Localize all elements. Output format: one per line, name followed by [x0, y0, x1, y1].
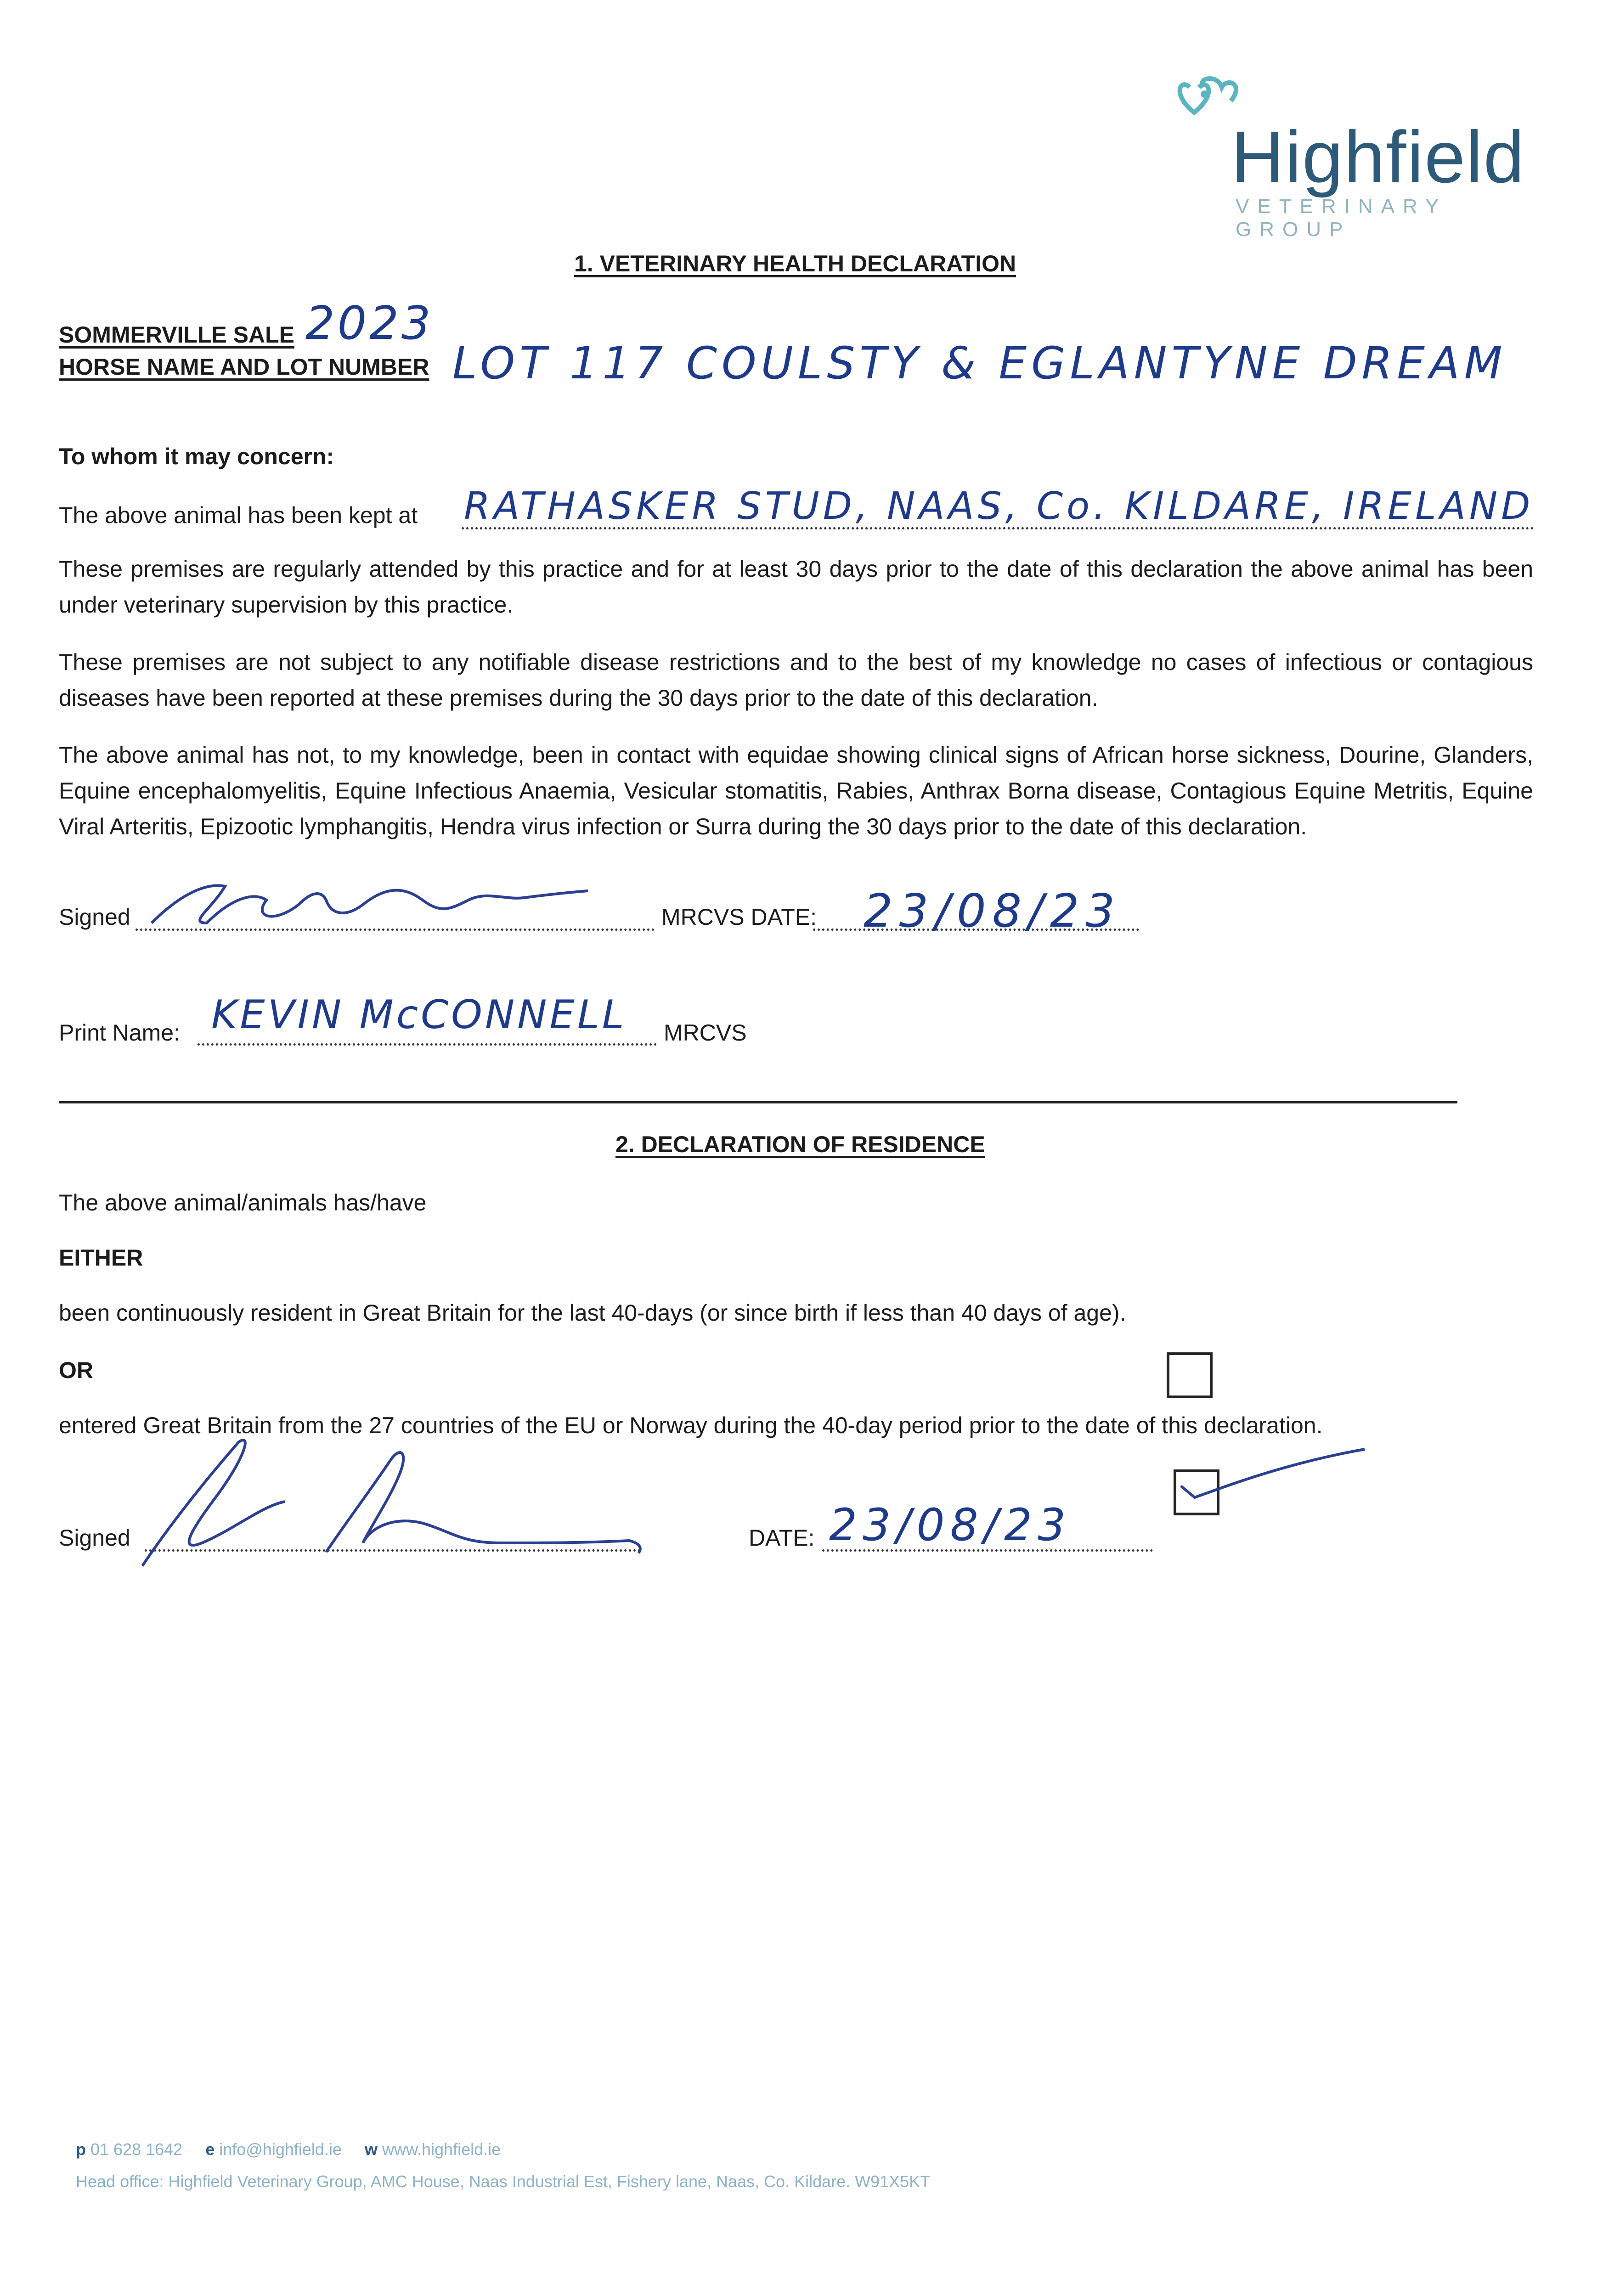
footer-phone-key: p: [76, 2140, 86, 2159]
section-divider: [59, 1101, 1457, 1103]
paragraph-restrictions: These premises are not subject to any notifiable disease restrictions and to the best of my knowledge no cases of infectious or contagious diseases have been reported at these premises during the 30 days prior to the date of this declaration.: [59, 649, 1533, 711]
highfield-logo: [1176, 73, 1534, 241]
date-label-2: DATE:: [749, 1525, 815, 1551]
print-name-line: [198, 1043, 657, 1046]
horse-label: HORSE NAME AND LOT NUMBER: [59, 354, 429, 380]
print-name-suffix: MRCVS: [664, 1020, 747, 1046]
sale-value-handwritten: 2023: [305, 296, 434, 350]
footer-contact: [76, 2140, 501, 2159]
residence-intro: The above animal/animals has/have: [59, 1190, 427, 1216]
sale-label: SOMMERVILLE SALE: [59, 322, 295, 348]
option-entered-text: entered Great Britain from the 27 countries of the EU or Norway during the 40-day period prior to the date of this declaration.: [59, 1412, 1323, 1438]
section1-title: 1. VETERINARY HEALTH DECLARATION: [574, 251, 1016, 276]
kept-at-value-handwritten: RATHASKER STUD, NAAS, Co. KILDARE, IRELAND: [464, 484, 1534, 528]
footer-office-key: Head office:: [76, 2172, 164, 2191]
footer-office: [76, 2172, 930, 2191]
either-label: EITHER: [59, 1245, 143, 1271]
footer-email-key: e: [205, 2140, 215, 2159]
option-entered-checkbox[interactable]: [1174, 1469, 1219, 1515]
print-name-handwritten: KEVIN McCONNELL: [211, 992, 627, 1038]
logo-subtitle: VETERINARY GROUP: [1236, 195, 1447, 241]
footer-office-address: Highfield Veterinary Group, AMC House, Naas Industrial Est, Fishery lane, Naas, Co. Kildare. W91X5KT: [168, 2172, 931, 2191]
signed-label-2: Signed: [59, 1525, 130, 1551]
owner-signature: [133, 1433, 652, 1570]
date-value-handwritten-2: 23/08/23: [829, 1499, 1072, 1551]
footer-phone: 01 628 1642: [90, 2140, 183, 2159]
mrcvs-date-label: MRCVS DATE:: [661, 904, 817, 930]
section2-title: 2. DECLARATION OF RESIDENCE: [615, 1131, 985, 1157]
paragraph-supervision: These premises are regularly attended by this practice and for at least 30 days prior to the date of this declaration the above animal has been under veterinary supervision by this practice.: [59, 556, 1533, 618]
date-value-handwritten-1: 23/08/23: [864, 884, 1122, 938]
option-resident-checkbox[interactable]: [1167, 1352, 1213, 1398]
checkmark-icon: [1172, 1445, 1401, 1527]
footer-web[interactable]: www.highfield.ie: [382, 2140, 501, 2159]
option-resident-text: been continuously resident in Great Britain for the last 40-days (or since birth if less than 40 days of age).: [59, 1300, 1126, 1326]
paragraph-contact-diseases: The above animal has not, to my knowledge, been in contact with equidae showing clinical signs of African horse sickness, Dourine, Glanders, Equine encephalomyelitis, Equine Infectious Anaemia, Vesicular stomatitis, Rabies, Anthrax Borna disease, Contagious Equine Metritis, Equine Viral Arteritis, Epizootic lymphangitis, Hendra virus infection or Surra during the 30 days prior to the date of this declaration.: [59, 742, 1533, 839]
horse-value-handwritten: LOT 117 COULSTY & EGLANTYNE DREAM: [452, 338, 1507, 389]
kept-at-label: The above animal has been kept at: [59, 502, 418, 528]
signed-label-1: Signed: [59, 904, 130, 930]
footer-email[interactable]: info@highfield.ie: [219, 2140, 342, 2159]
or-label: OR: [59, 1357, 93, 1383]
vet-signature: [147, 872, 629, 937]
footer-web-key: w: [364, 2140, 378, 2159]
to-whom-label: To whom it may concern:: [59, 444, 334, 469]
print-name-label: Print Name:: [59, 1020, 180, 1046]
logo-wordmark: Highfield: [1231, 116, 1525, 198]
